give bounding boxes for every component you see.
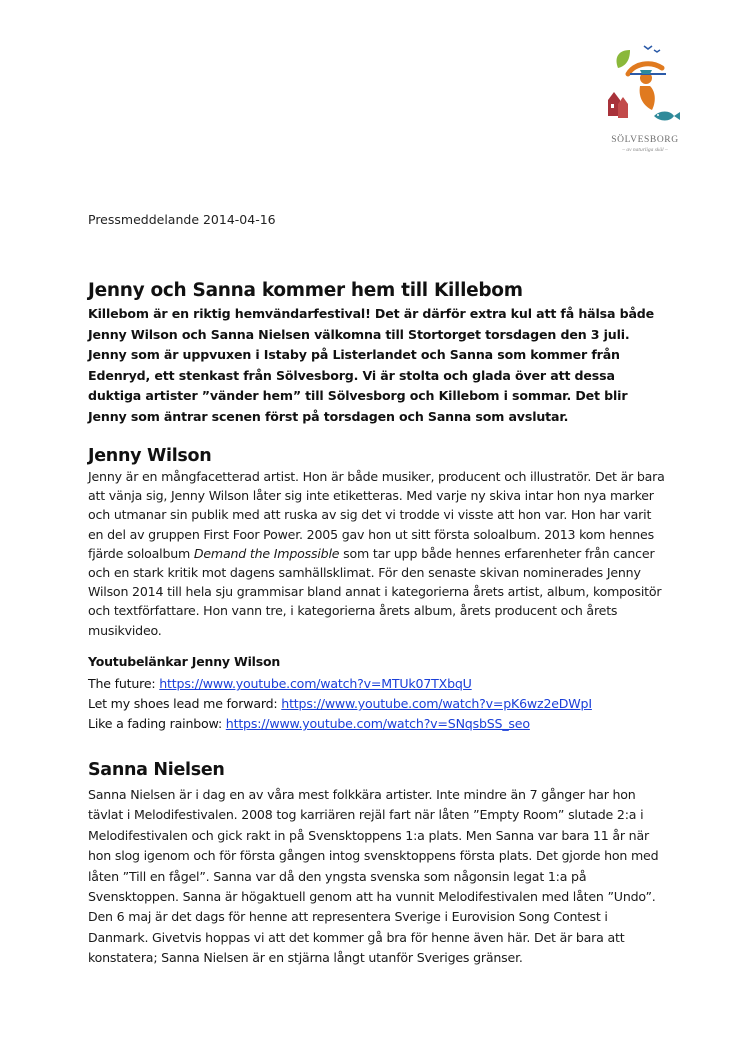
sanna-nielsen-paragraph: Sanna Nielsen är i dag en av våra mest folkkära artister. Inte mindre än 7 gånger har hon tävlat i Melodifestivalen. 2008 tog karriären rejäl fart när låten ”Empty Room” slutade 2:a i Melodifestivalen och gick rakt in på Svensktoppens 1:a plats. Men Sanna var bara 11 år när hon slog igenom och för första gången intog svensktoppens första plats. Det gjorde hon med låten ”Till en fågel”. Sanna var då den yngsta svenska som någonsin legat 1:a på Svensktoppen. Sanna är högaktuell genom att ha vunnit Melodifestivalen med låten ”Undo”. Den 6 maj är det dags för henne att representera Sverige i Eurovision Song Contest i Danmark. Givetvis hoppas vi att det kommer gå bra för henne även här. Det är bara att konstatera; Sanna Nielsen är en stjärna långt utanför Sveriges gränser. — [88, 787, 659, 966]
logo-tagline: – av naturliga skäl – — [622, 147, 668, 153]
youtube-link[interactable]: https://www.youtube.com/watch?v=MTUk07TXbqU — [159, 676, 472, 691]
youtube-link-row — [88, 676, 472, 691]
jenny-text-before: Jenny är en mångfacetterad artist. Hon är både musiker, producent och illustratör. Det är bara att vänja sig, Jenny Wilson låter sig inte etiketteras. Med varje ny skiva intar hon nya marker och utmanar sin publik med att ruska av sig det vi trodde vi visste att hon var. Hon har varit en del av gruppen First Foor Power. 2005 gav hon ut sitt första soloalbum. 2013 kom hennes fjärde soloalbum — [88, 469, 665, 561]
youtube-links-heading: Youtubelänkar Jenny Wilson — [88, 654, 281, 669]
headline: Jenny och Sanna kommer hem till Killebom — [88, 280, 523, 301]
youtube-link-row — [88, 716, 530, 731]
solvesborg-logo — [600, 40, 690, 158]
sanna-nielsen-heading: Sanna Nielsen — [88, 760, 225, 780]
link-label: Let my shoes lead me forward: — [88, 696, 282, 711]
youtube-link[interactable]: https://www.youtube.com/watch?v=SNqsbSS_seo — [225, 716, 530, 731]
jenny-wilson-heading: Jenny Wilson — [88, 446, 212, 466]
jenny-text-after: som tar upp både hennes erfarenheter från cancer och en stark kritik mot dagens samhällsklimat. För den senaste skivan nominerades Jenny Wilson 2014 till hela sju grammisar bland annat i kategorierna årets artist, album, kompositör och textförfattare. Hon vann tre, i kategorierna årets album, årets producent och årets musikvideo. — [88, 545, 662, 638]
album-title: Demand the Impossible — [193, 545, 340, 561]
jenny-wilson-paragraph — [88, 467, 666, 640]
youtube-link-row — [88, 696, 592, 711]
solvesborg-emblem-icon — [600, 40, 690, 134]
link-label: Like a fading rainbow: — [88, 716, 226, 731]
press-release-date: Pressmeddelande 2014-04-16 — [88, 212, 276, 227]
logo-name: SÖLVESBORG — [611, 135, 679, 145]
youtube-link[interactable]: https://www.youtube.com/watch?v=pK6wz2eDWpI — [281, 696, 592, 711]
lead-paragraph: Killebom är en riktig hemvändarfestival! Det är därför extra kul att få hälsa både Jenny Wilson och Sanna Nielsen välkomna till Stortorget torsdagen den 3 juli. Jenny som är uppvuxen i Istaby på Listerlandet och Sanna som kommer från Edenryd, ett stenkast från Sölvesborg. Vi är stolta och glada över att dessa duktiga artister ”vänder hem” till Sölvesborg och Killebom i sommar. Det blir Jenny som äntrar scenen först på torsdagen och Sanna som avslutar. — [88, 306, 655, 424]
link-label: The future: — [88, 676, 160, 691]
